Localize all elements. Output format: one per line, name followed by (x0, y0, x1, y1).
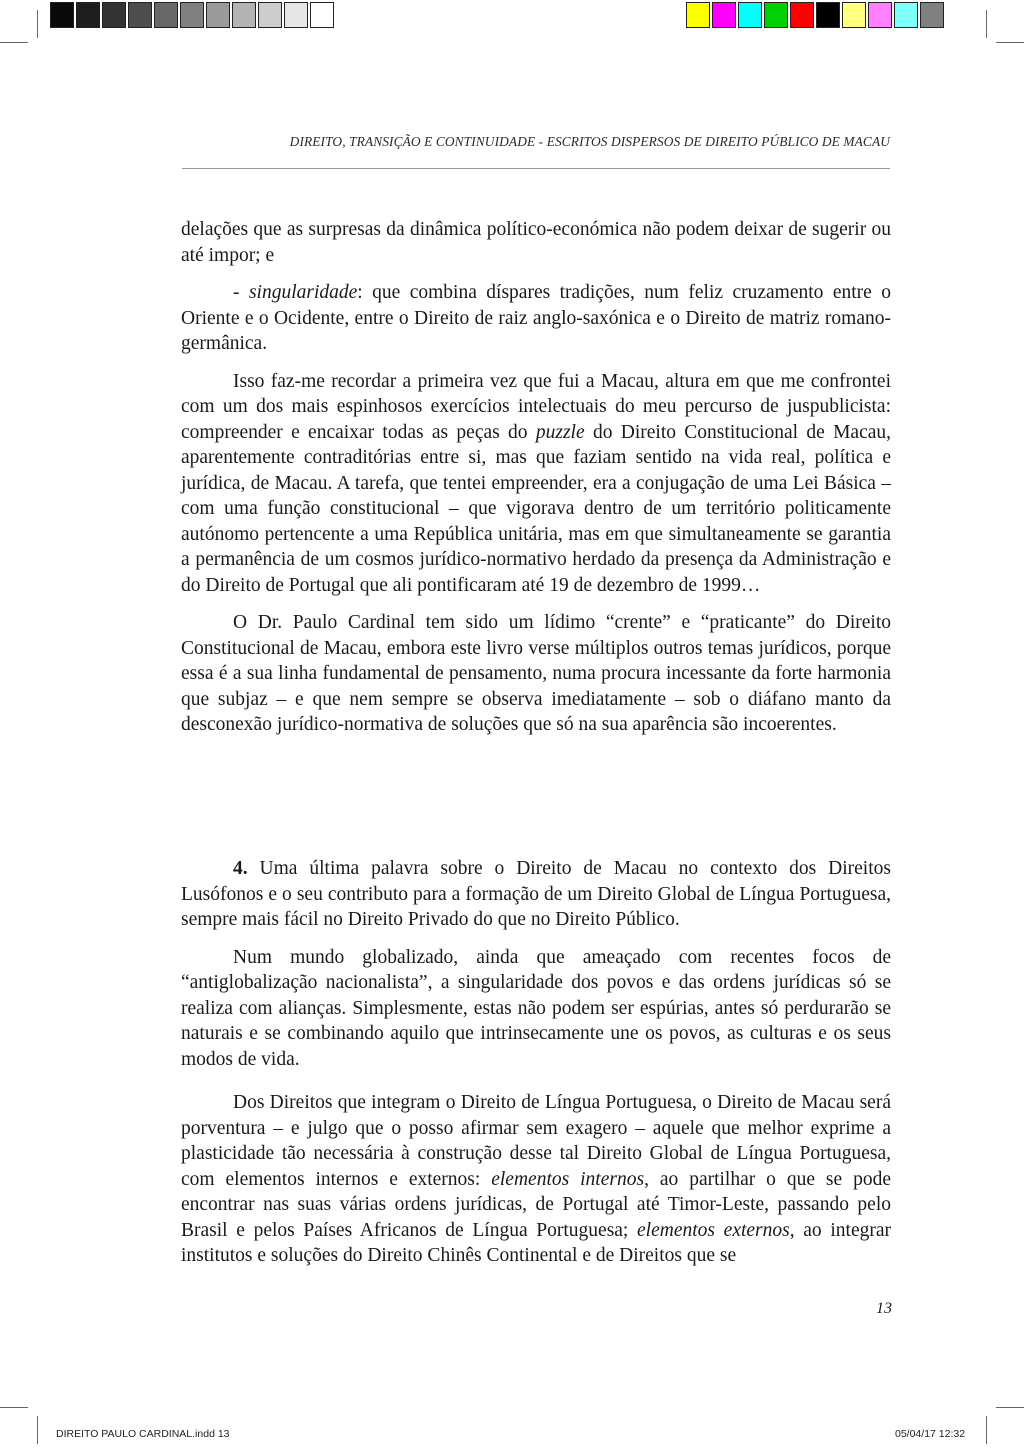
crop-mark (996, 1407, 1024, 1408)
paragraph: - singularidade: que combina díspares tradições, num feliz cruzamento entre o Oriente e o Ocidente, entre o Direito de raiz anglo-saxónica e o Direito de matriz romano-germânica. (181, 282, 892, 354)
color-swatch (50, 2, 74, 28)
color-swatch (154, 2, 178, 28)
color-swatch (206, 2, 230, 28)
color-swatch (686, 2, 710, 28)
footer-date-slug: 05/04/17 12:32 (895, 1428, 966, 1440)
crop-mark (0, 42, 28, 43)
color-swatch (816, 2, 840, 28)
color-swatch (128, 2, 152, 28)
color-swatch (180, 2, 204, 28)
color-swatch (258, 2, 282, 28)
crop-mark (986, 10, 987, 38)
crop-mark (986, 1416, 987, 1444)
paragraph: Num mundo globalizado, ainda que ameaçado com recentes focos de “antiglobalização nacionalista”, a singularidade dos povos e das ordens jurídicas só se realiza com alianças. Simplesmente, estas não podem ser espúrias, antes só perdurarão se naturais e se combinando aquilo que intrinsecamente une os povos, as culturas e os seus modos de vida. (181, 946, 891, 1070)
color-swatch (920, 2, 944, 28)
color-calibration-bar (686, 2, 946, 30)
grayscale-calibration-bar (50, 2, 336, 30)
section-number: 4. (233, 858, 248, 879)
header-rule (182, 168, 890, 169)
color-swatch (868, 2, 892, 28)
color-swatch (790, 2, 814, 28)
section-paragraph: 4. Uma última palavra sobre o Direito de Macau no contexto dos Direitos Lusófonos e o seu contributo para a formação de um Direito Global de Língua Portuguesa, sempre mais fácil no Direito Privado do que no Direito Público. (181, 858, 891, 930)
crop-mark (996, 42, 1024, 43)
paragraph: O Dr. Paulo Cardinal tem sido um lídimo “crente” e “praticante” do Direito Constitucional de Macau, embora este livro verse múltiplos outros temas jurídicos, porque essa é a sua linha fundamental de pensamento, numa procura incessante da forte harmonia que subjaz – e que nem sempre se observa imediatamente – sob o diáfano manto da desconexão jurídico-normativa de soluções que só na sua aparência são incoerentes. (181, 612, 891, 735)
body-text-top (181, 217, 891, 750)
page-number: 13 (876, 1300, 892, 1317)
color-swatch (764, 2, 788, 28)
color-swatch (102, 2, 126, 28)
color-swatch (284, 2, 308, 28)
color-swatch (76, 2, 100, 28)
paragraph: Dos Direitos que integram o Direito de Língua Portuguesa, o Direito de Macau será porventura – e julgo que o posso afirmar sem exagero – aquele que melhor exprime a plasticidade tão necessária à construção desse tal Direito Global de Língua Portuguesa, com elementos internos e externos: elementos internos, ao partilhar o que se pode encontrar nas suas várias ordens jurídicas, de Portugal até Timor-Leste, passando pelo Brasil e pelos Países Africanos de Língua Portuguesa; elementos externos, ao integrar institutos e soluções do Direito Chinês Continental e de Direitos que se (181, 1092, 892, 1266)
footer-file-slug: DIREITO PAULO CARDINAL.indd 13 (56, 1428, 230, 1440)
color-swatch (232, 2, 256, 28)
crop-mark (0, 1407, 28, 1408)
color-swatch (712, 2, 736, 28)
body-text-section-4 (181, 856, 891, 1281)
paragraph: delações que as surpresas da dinâmica político-económica não podem deixar de sugerir ou até impor; e (181, 219, 891, 266)
color-swatch (842, 2, 866, 28)
color-swatch (310, 2, 334, 28)
crop-mark (37, 1416, 38, 1444)
running-header: DIREITO, TRANSIÇÃO E CONTINUIDADE - ESCRITOS DISPERSOS DE DIREITO PÚBLICO DE MACAU (289, 134, 890, 149)
color-swatch (894, 2, 918, 28)
crop-mark (37, 10, 38, 38)
paragraph: Isso faz-me recordar a primeira vez que fui a Macau, altura em que me confrontei com um dos mais espinhosos exercícios intelectuais do meu percurso de juspublicista: compreender e encaixar todas as peças do puzzle do Direito Constitucional de Macau, aparentemente contraditórias entre si, mas que faziam sentido na vida real, política e jurídica, de Macau. A tarefa, que tentei empreender, era a conjugação de uma Lei Básica – com uma função constitucional – que vigorava dentro de um território politicamente autónomo pertencente a uma República unitária, mas em que simultaneamente se garantia a permanência de um cosmos jurídico-normativo herdado da presença da Administração e do Direito de Portugal que ali pontificaram até 19 de dezembro de 1999… (181, 370, 892, 596)
color-swatch (738, 2, 762, 28)
